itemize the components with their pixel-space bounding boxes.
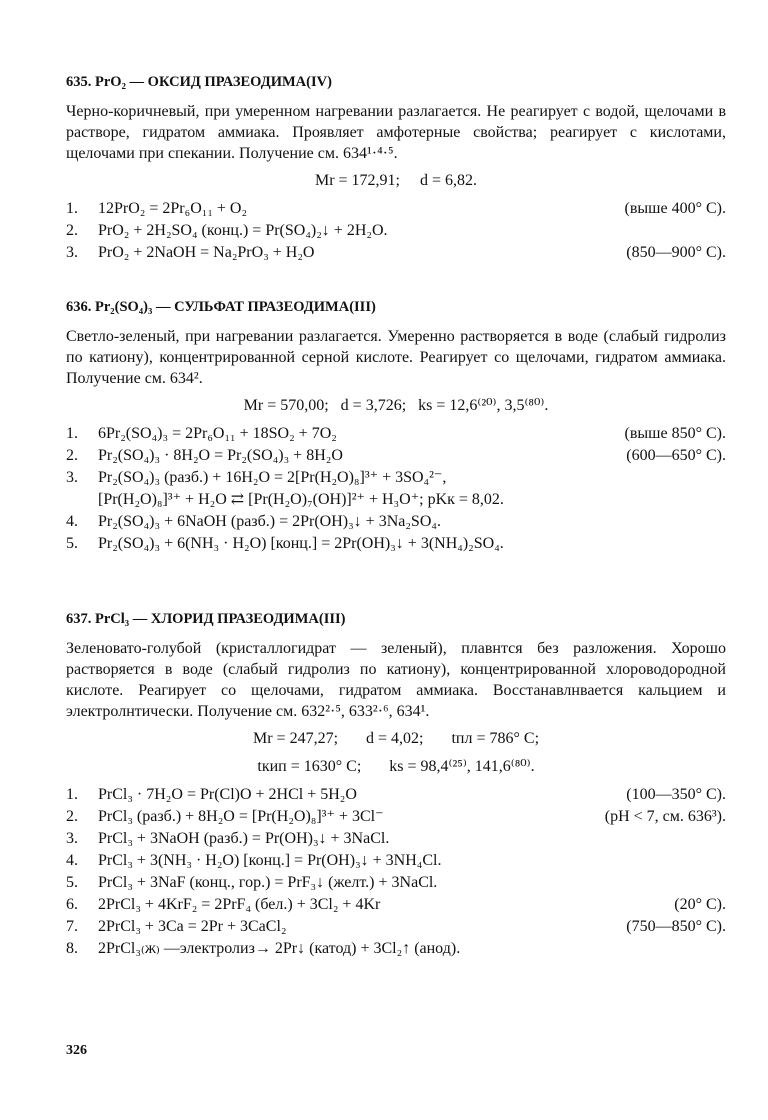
reaction-list <box>66 198 726 264</box>
reaction-list <box>66 784 726 960</box>
reaction-item <box>66 894 726 916</box>
reaction-number: 1. <box>66 786 78 803</box>
reaction-number: 8. <box>66 940 78 957</box>
reaction-item <box>66 533 726 555</box>
reaction-equation: 2PrCl₃₍ж₎ —электролиз→ 2Pr↓ (катод) + 3Cl₂↑ (анод). <box>98 940 461 957</box>
reaction-condition <box>718 489 726 511</box>
properties-line: Mr = 570,00; d = 3,726; ks = 12,6⁽²⁰⁾, 3,5⁽⁸⁰⁾. <box>243 397 549 414</box>
reaction-item <box>66 467 726 489</box>
reaction-condition: (pH < 7, см. 636³). <box>604 808 726 825</box>
reaction-equation: PrCl₃ (разб.) + 8H₂O = [Pr(H₂O)₈]³⁺ + 3Cl⁻ <box>98 808 384 825</box>
reaction-item <box>66 916 726 938</box>
reaction-number: 7. <box>66 918 78 935</box>
reaction-item <box>66 423 726 445</box>
reaction-equation: PrCl₃ + 3NaOH (разб.) = Pr(OH)₃↓ + 3NaCl. <box>98 830 390 847</box>
reaction-item <box>66 242 726 264</box>
reaction-condition: (600—650° C). <box>626 447 726 464</box>
reaction-number <box>66 489 98 511</box>
reaction-condition <box>718 220 726 242</box>
reaction-number: 2. <box>66 222 78 239</box>
reaction-equation: PrCl₃ · 7H₂O = Pr(Cl)O + 2HCl + 5H₂O <box>98 786 357 803</box>
reaction-equation: Pr₂(SO₄)₃ + 6NaOH (разб.) = 2Pr(OH)₃↓ + 3Na₂SO₄. <box>98 513 441 530</box>
reaction-equation: 2PrCl₃ + 4KrF₂ = 2PrF₄ (бел.) + 3Cl₂ + 4Kr <box>98 896 381 913</box>
reaction-equation: PrO₂ + 2H₂SO₄ (конц.) = Pr(SO₄)₂↓ + 2H₂O. <box>98 222 388 239</box>
reaction-condition: (20° C). <box>674 896 726 913</box>
reaction-condition: (100—350° C). <box>626 786 726 803</box>
reaction-item <box>66 828 726 850</box>
section-heading: 635. PrO₂ — ОКСИД ПРАЗЕОДИМА(IV) <box>66 74 332 90</box>
reaction-number: 3. <box>66 469 78 486</box>
reaction-equation: PrCl₃ + 3(NH₃ · H₂O) [конц.] = Pr(OH)₃↓ + 3NH₄Cl. <box>98 852 442 869</box>
section-635 <box>66 73 726 264</box>
reaction-number: 5. <box>66 535 78 552</box>
section-637 <box>66 610 726 960</box>
reaction-item <box>66 220 726 242</box>
properties-line: tкип = 1630° C; ks = 98,4⁽²⁵⁾, 141,6⁽⁸⁰⁾. <box>257 758 535 775</box>
reaction-condition <box>718 850 726 872</box>
reaction-equation: [Pr(H₂O)₈]³⁺ + H₂O ⇄ [Pr(H₂O)₇(OH)]²⁺ + H₃O⁺; pKк = 8,02. <box>98 491 504 508</box>
reaction-item <box>66 850 726 872</box>
reaction-condition: (850—900° C). <box>626 244 726 261</box>
reaction-item <box>66 445 726 467</box>
reaction-number: 4. <box>66 852 78 869</box>
reaction-equation: Pr₂(SO₄)₃ · 8H₂O = Pr₂(SO₄)₃ + 8H₂O <box>98 447 343 464</box>
reaction-condition <box>718 533 726 555</box>
reaction-item <box>66 806 726 828</box>
reaction-equation: PrCl₃ + 3NaF (конц., гор.) = PrF₃↓ (желт.) + 3NaCl. <box>98 874 438 891</box>
reaction-number: 1. <box>66 200 78 217</box>
reaction-number: 3. <box>66 244 78 261</box>
reaction-condition <box>718 872 726 894</box>
reaction-item <box>66 511 726 533</box>
page-number: 326 <box>66 1043 87 1058</box>
reaction-number: 6. <box>66 896 78 913</box>
reaction-item <box>66 784 726 806</box>
reaction-condition <box>718 511 726 533</box>
reaction-condition <box>718 467 726 489</box>
section-description: Зеленовато-голубой (кристаллогидрат — зеленый), плавнтся без разложения. Хорошо растворяется в воде (слабый гидролиз по катиону), концентрированной хлороводородной кислоте. Реагирует со щелочами, гидратом аммиака. Восстанавлнвается кальцием и электролнтически. Получение см. 632²·⁵, 633²·⁶, 634¹. <box>66 640 726 720</box>
reaction-condition: (выше 400° C). <box>624 200 726 217</box>
reaction-number: 4. <box>66 513 78 530</box>
reaction-item <box>66 938 726 960</box>
reaction-number: 1. <box>66 425 78 442</box>
section-636 <box>66 298 726 555</box>
reaction-condition: (выше 850° C). <box>624 425 726 442</box>
reaction-item <box>66 872 726 894</box>
reaction-equation: Pr₂(SO₄)₃ (разб.) + 16H₂O = 2[Pr(H₂O)₈]³⁺ + 3SO₄²⁻, <box>98 469 447 486</box>
section-description: Черно-коричневый, при умеренном нагревании разлагается. Не реагирует с водой, щелочами в растворе, гидратом аммиака. Проявляет амфотерные свойства; реагирует с кислотами, щелочами при спекании. Получение см. 634¹·⁴·⁵. <box>66 103 726 162</box>
section-heading: 636. Pr₂(SO₄)₃ — СУЛЬФАТ ПРАЗЕОДИМА(III) <box>66 299 376 315</box>
reaction-number: 3. <box>66 830 78 847</box>
properties-line: Mr = 172,91; d = 6,82. <box>314 172 478 189</box>
reaction-equation: Pr₂(SO₄)₃ + 6(NH₃ · H₂O) [конц.] = 2Pr(OH)₃↓ + 3(NH₄)₂SO₄. <box>98 535 504 552</box>
reaction-equation: 6Pr₂(SO₄)₃ = 2Pr₆O₁₁ + 18SO₂ + 7O₂ <box>98 425 337 442</box>
properties-line: Mr = 247,27; d = 4,02; tпл = 786° C; <box>252 730 540 747</box>
section-description: Светло-зеленый, при нагревании разлагается. Умеренно растворяется в воде (слабый гидролиз по катиону), концентрированной серной кислоте. Реагирует со щелочами, гидратом аммиака. Получение см. 634². <box>66 328 726 387</box>
reaction-equation: 2PrCl₃ + 3Ca = 2Pr + 3CaCl₂ <box>98 918 287 935</box>
reaction-item <box>66 489 726 511</box>
reaction-equation: 12PrO₂ = 2Pr₆O₁₁ + O₂ <box>98 200 248 217</box>
reaction-condition <box>718 828 726 850</box>
reaction-condition: (750—850° C). <box>626 918 726 935</box>
reaction-list <box>66 423 726 555</box>
reaction-number: 2. <box>66 808 78 825</box>
reaction-number: 2. <box>66 447 78 464</box>
reaction-equation: PrO₂ + 2NaOH = Na₂PrO₃ + H₂O <box>98 244 315 261</box>
reaction-item <box>66 198 726 220</box>
reaction-condition <box>718 938 726 960</box>
section-heading: 637. PrCl₃ — ХЛОРИД ПРАЗЕОДИМА(III) <box>66 611 346 627</box>
reaction-number: 5. <box>66 874 78 891</box>
